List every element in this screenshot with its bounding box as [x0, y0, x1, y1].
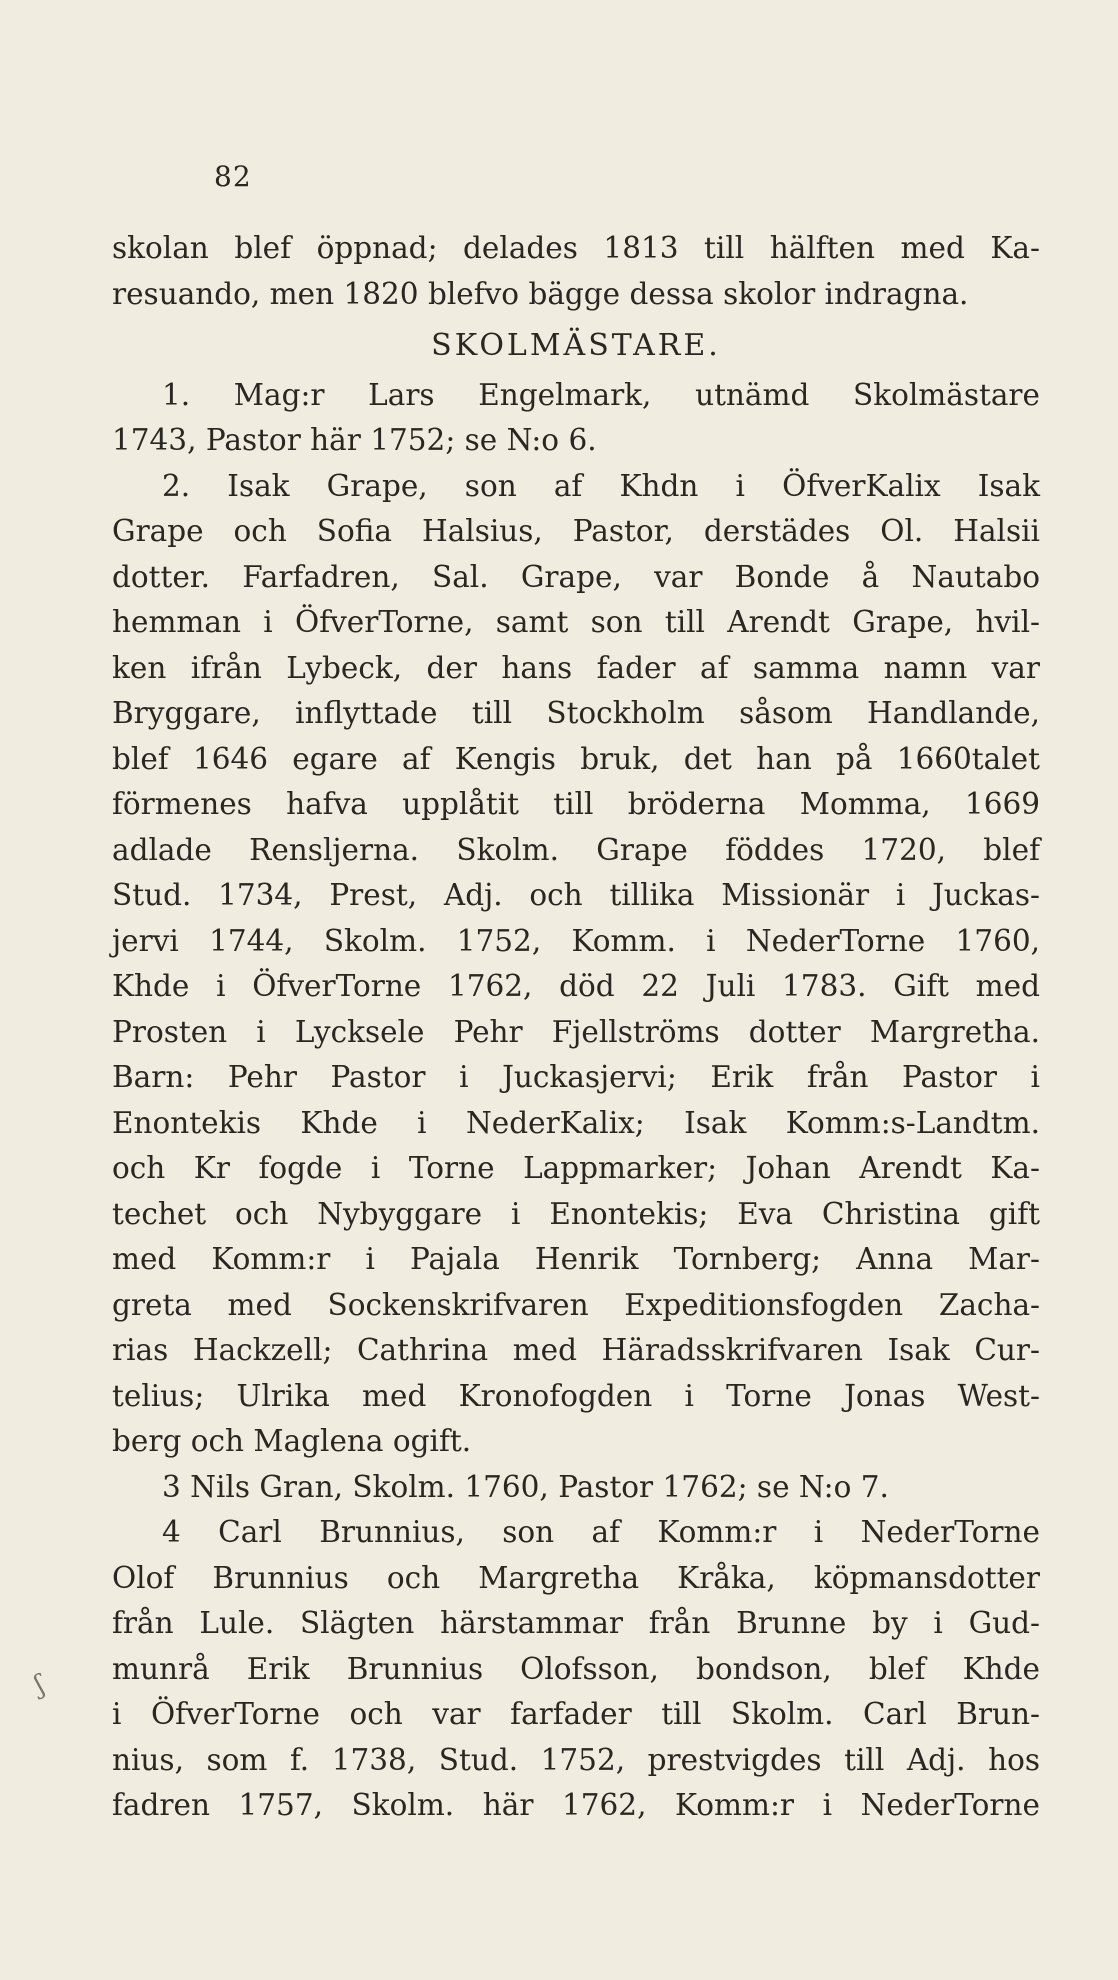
text-line: fadren 1757, Skolm. här 1762, Komm:r i NederTorne — [112, 1788, 1040, 1822]
body-text — [112, 226, 1040, 1829]
text-line: nius, som f. 1738, Stud. 1752, prestvigdes till Adj. hos — [112, 1742, 1040, 1777]
margin-note: ʃ — [31, 1669, 48, 1701]
text-line: Grape och Sofia Halsius, Pastor, derstädes Ol. Halsii — [112, 514, 1040, 548]
text-line: från Lule. Slägten härstammar från Brunne by i Gud- — [112, 1606, 1040, 1640]
text-line: adlade Rensljerna. Skolm. Grape föddes 1720, blef — [112, 832, 1040, 867]
text-line: Enontekis Khde i NederKalix; Isak Komm:s-Landtm. — [112, 1105, 1040, 1140]
text-line: Barn: Pehr Pastor i Juckasjervi; Erik från Pastor i — [112, 1060, 1040, 1094]
text-line: hemman i ÖfverTorne, samt son till Arendt Grape, hvil- — [112, 605, 1040, 639]
text-line: dotter. Farfadren, Sal. Grape, var Bonde å Nautabo — [112, 559, 1040, 594]
text-line: greta med Sockenskrifvaren Expeditionsfogden Zacha- — [112, 1287, 1040, 1322]
text-line: i ÖfverTorne och var farfader till Skolm. Carl Brun- — [112, 1697, 1040, 1731]
text-line: med Komm:r i Pajala Henrik Tornberg; Anna Mar- — [112, 1242, 1040, 1276]
text-line: resuando, men 1820 blefvo bägge dessa skolor indragna. — [112, 276, 969, 311]
section-heading: SKOLMÄSTARE. — [431, 328, 721, 363]
text-line: telius; Ulrika med Kronofogden i Torne Jonas West- — [112, 1378, 1040, 1413]
text-line: Olof Brunnius och Margretha Kråka, köpmansdotter — [112, 1560, 1040, 1595]
text-line: munrå Erik Brunnius Olofsson, bondson, blef Khde — [112, 1651, 1040, 1686]
text-line: förmenes hafva upplåtit till bröderna Momma, 1669 — [112, 787, 1040, 821]
text-line: Stud. 1734, Prest, Adj. och tillika Missionär i Juckas- — [112, 878, 1040, 912]
text-line: Prosten i Lycksele Pehr Fjellströms dotter Margretha. — [112, 1014, 1040, 1049]
entry-4 — [112, 1510, 1040, 1829]
text-line: blef 1646 egare af Kengis bruk, det han på 1660talet — [112, 741, 1040, 776]
text-line: 4 Carl Brunnius, son af Komm:r i NederTorne — [162, 1515, 1040, 1549]
entry-2 — [112, 464, 1040, 1465]
text-line: 1743, Pastor här 1752; se N:o 6. — [112, 423, 597, 457]
page-number: 82 — [214, 160, 252, 193]
entry-1 — [112, 373, 1040, 464]
entry-3 — [112, 1465, 1040, 1511]
text-line: 2. Isak Grape, son af Khdn i ÖfverKalix Isak — [162, 468, 1040, 503]
intro-paragraph — [112, 226, 1040, 317]
text-line: och Kr fogde i Torne Lappmarker; Johan Arendt Ka- — [112, 1151, 1040, 1185]
text-line: Khde i ÖfverTorne 1762, död 22 Juli 1783. Gift med — [112, 969, 1040, 1003]
text-line: ken ifrån Lybeck, der hans fader af samma namn var — [112, 650, 1040, 685]
text-line: 1. Mag:r Lars Engelmark, utnämd Skolmästare — [162, 377, 1040, 412]
text-line: techet och Nybyggare i Enontekis; Eva Christina gift — [112, 1196, 1040, 1231]
text-line: Bryggare, inflyttade till Stockholm såsom Handlande, — [112, 696, 1040, 730]
text-line: rias Hackzell; Cathrina med Häradsskrifvaren Isak Cur- — [112, 1333, 1040, 1367]
text-line: 3 Nils Gran, Skolm. 1760, Pastor 1762; se N:o 7. — [162, 1469, 889, 1504]
text-line: skolan blef öppnad; delades 1813 till hälften med Ka- — [112, 231, 1040, 265]
text-line: jervi 1744, Skolm. 1752, Komm. i NederTorne 1760, — [112, 923, 1040, 958]
text-line: berg och Maglena ogift. — [112, 1424, 472, 1458]
